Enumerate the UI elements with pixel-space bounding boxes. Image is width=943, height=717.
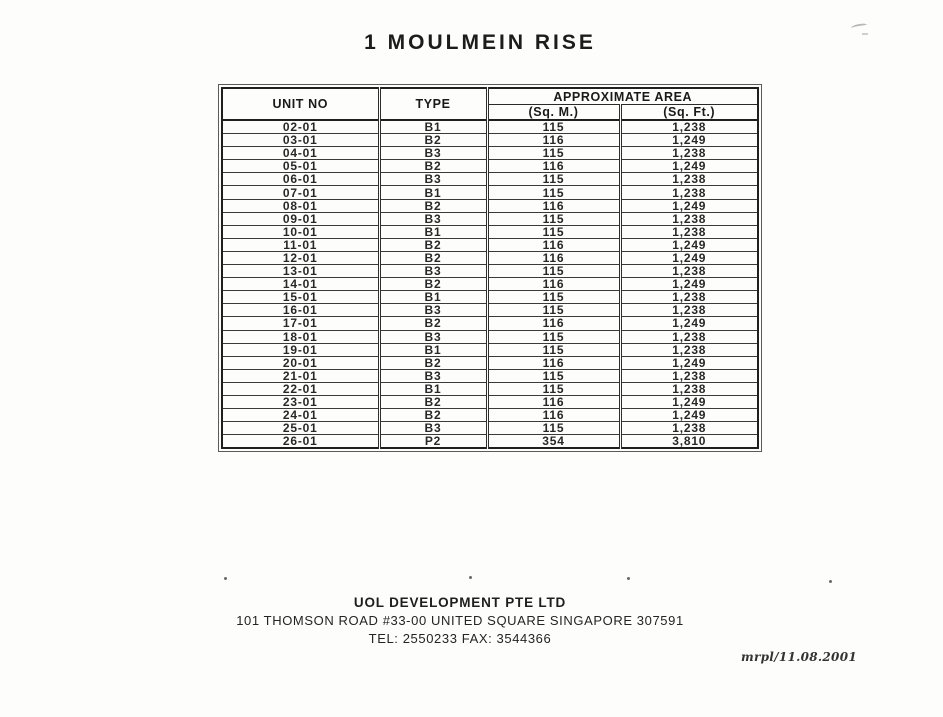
area-sqm-cell: 116 [487,160,620,173]
area-sqm-cell: 115 [487,186,620,199]
area-sqft-cell: 1,238 [620,147,758,160]
table-row [222,422,758,435]
type-cell: B2 [379,395,487,408]
unit-area-table [218,84,762,452]
area-sqm-cell: 116 [487,278,620,291]
unit-no-cell: 06-01 [222,173,379,186]
type-cell: B1 [379,186,487,199]
table-row [222,278,758,291]
area-sqm-cell: 115 [487,422,620,435]
footer-block [0,595,920,649]
table-row [222,435,758,449]
scan-artifact-dot [829,580,832,583]
scan-artifact-smudge [851,23,868,30]
area-sqft-cell: 1,249 [620,317,758,330]
table-row [222,304,758,317]
table-row [222,120,758,134]
unit-no-cell: 25-01 [222,422,379,435]
type-cell: B1 [379,343,487,356]
area-sqft-cell: 1,238 [620,265,758,278]
type-cell: B1 [379,120,487,134]
date-stamp: mrpl/11.08.2001 [741,650,858,664]
area-sqm-cell: 115 [487,173,620,186]
type-cell: B3 [379,147,487,160]
area-sqft-cell: 1,249 [620,199,758,212]
table-row [222,291,758,304]
area-sqm-cell: 115 [487,382,620,395]
type-cell: B3 [379,330,487,343]
unit-no-cell: 02-01 [222,120,379,134]
area-sqm-cell: 116 [487,134,620,147]
area-sqm-cell: 116 [487,317,620,330]
unit-no-cell: 22-01 [222,382,379,395]
area-sqm-cell: 116 [487,395,620,408]
table-row [222,186,758,199]
area-sqft-cell: 1,249 [620,409,758,422]
unit-no-cell: 09-01 [222,212,379,225]
table-row [222,409,758,422]
area-sqm-cell: 354 [487,435,620,449]
unit-no-cell: 15-01 [222,291,379,304]
table-header [222,88,758,120]
area-sqft-cell: 1,238 [620,369,758,382]
area-sqm-cell: 115 [487,343,620,356]
area-sqft-cell: 1,249 [620,356,758,369]
type-cell: B2 [379,317,487,330]
table-row [222,134,758,147]
type-cell: B1 [379,225,487,238]
area-sqft-cell: 1,249 [620,278,758,291]
area-sqft-cell: 1,249 [620,395,758,408]
type-cell: B2 [379,251,487,264]
table-row [222,382,758,395]
area-sqm-cell: 115 [487,120,620,134]
type-cell: B3 [379,422,487,435]
table-row [222,356,758,369]
unit-no-cell: 03-01 [222,134,379,147]
unit-no-cell: 10-01 [222,225,379,238]
area-sqft-cell: 1,238 [620,225,758,238]
unit-table-body [222,120,758,448]
unit-no-cell: 08-01 [222,199,379,212]
page-title: 1 MOULMEIN RISE [364,31,596,54]
header-unit-no: UNIT NO [222,88,379,120]
area-sqft-cell: 3,810 [620,435,758,449]
table-row [222,238,758,251]
area-sqm-cell: 115 [487,330,620,343]
table-row [222,173,758,186]
area-sqft-cell: 1,238 [620,343,758,356]
type-cell: P2 [379,435,487,449]
table-row [222,199,758,212]
unit-no-cell: 26-01 [222,435,379,449]
area-sqft-cell: 1,249 [620,160,758,173]
table-row [222,160,758,173]
area-sqm-cell: 116 [487,356,620,369]
table-row [222,369,758,382]
area-sqm-cell: 115 [487,225,620,238]
area-sqft-cell: 1,238 [620,120,758,134]
unit-no-cell: 19-01 [222,343,379,356]
type-cell: B2 [379,199,487,212]
scan-artifact-smudge [862,33,868,35]
unit-no-cell: 23-01 [222,395,379,408]
scan-artifact-dot [469,576,472,579]
area-sqft-cell: 1,238 [620,382,758,395]
area-sqft-cell: 1,238 [620,304,758,317]
area-sqm-cell: 115 [487,304,620,317]
type-cell: B3 [379,369,487,382]
unit-no-cell: 12-01 [222,251,379,264]
area-sqft-cell: 1,238 [620,291,758,304]
area-sqft-cell: 1,238 [620,186,758,199]
unit-no-cell: 21-01 [222,369,379,382]
table-row [222,343,758,356]
header-type: TYPE [379,88,487,120]
area-sqm-cell: 115 [487,265,620,278]
table-row [222,395,758,408]
area-sqft-cell: 1,249 [620,251,758,264]
unit-no-cell: 14-01 [222,278,379,291]
type-cell: B3 [379,265,487,278]
type-cell: B2 [379,356,487,369]
footer-address: 101 THOMSON ROAD #33-00 UNITED SQUARE SINGAPORE 307591 [236,613,684,628]
unit-no-cell: 20-01 [222,356,379,369]
unit-no-cell: 05-01 [222,160,379,173]
header-approximate-area: APPROXIMATE AREA [487,88,758,105]
type-cell: B3 [379,212,487,225]
type-cell: B2 [379,278,487,291]
table-row [222,265,758,278]
unit-no-cell: 16-01 [222,304,379,317]
area-sqm-cell: 116 [487,238,620,251]
unit-no-cell: 24-01 [222,409,379,422]
area-sqm-cell: 115 [487,147,620,160]
unit-no-cell: 17-01 [222,317,379,330]
scan-artifact-dot [627,577,630,580]
unit-no-cell: 11-01 [222,238,379,251]
area-sqft-cell: 1,238 [620,422,758,435]
area-sqm-cell: 116 [487,251,620,264]
footer-company-name: UOL DEVELOPMENT PTE LTD [353,595,567,610]
area-sqm-cell: 115 [487,369,620,382]
area-sqft-cell: 1,249 [620,134,758,147]
table-row [222,317,758,330]
area-sqft-cell: 1,249 [620,238,758,251]
type-cell: B3 [379,304,487,317]
area-sqm-cell: 115 [487,212,620,225]
type-cell: B2 [379,409,487,422]
table-row [222,251,758,264]
unit-no-cell: 13-01 [222,265,379,278]
area-sqm-cell: 115 [487,291,620,304]
footer-contact: TEL: 2550233 FAX: 3544366 [368,631,552,646]
type-cell: B2 [379,134,487,147]
type-cell: B1 [379,291,487,304]
type-cell: B2 [379,238,487,251]
table-row [222,147,758,160]
unit-no-cell: 07-01 [222,186,379,199]
table-row [222,330,758,343]
table-row [222,225,758,238]
unit-no-cell: 18-01 [222,330,379,343]
table-row [222,212,758,225]
header-sqm: (Sq. M.) [487,105,620,121]
type-cell: B2 [379,160,487,173]
type-cell: B3 [379,173,487,186]
area-sqft-cell: 1,238 [620,330,758,343]
type-cell: B1 [379,382,487,395]
area-sqm-cell: 116 [487,199,620,212]
unit-no-cell: 04-01 [222,147,379,160]
area-sqft-cell: 1,238 [620,173,758,186]
header-sqft: (Sq. Ft.) [620,105,758,121]
scan-artifact-dot [224,577,227,580]
area-sqm-cell: 116 [487,409,620,422]
area-sqft-cell: 1,238 [620,212,758,225]
